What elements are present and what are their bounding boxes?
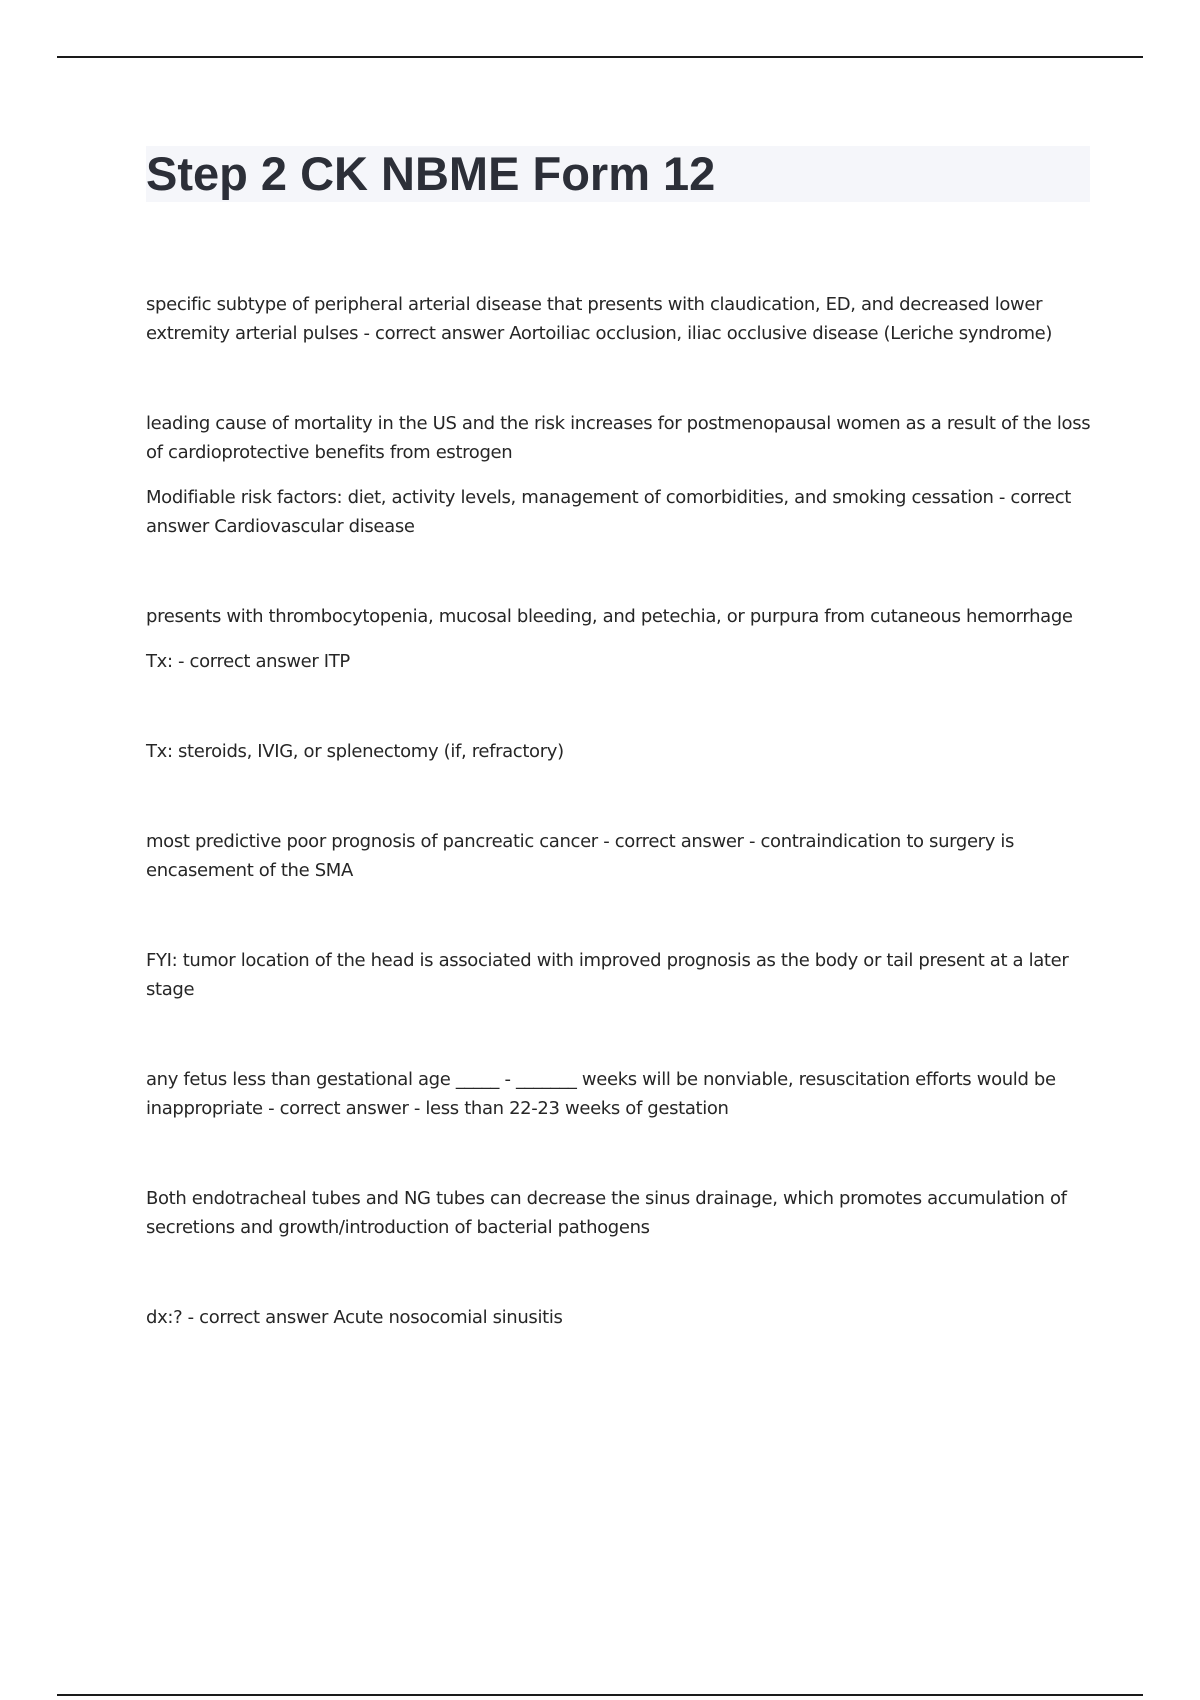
paragraph-sinus-drainage: Both endotracheal tubes and NG tubes can decrease the sinus drainage, which promotes accumulation of secretions and growth/introduction of bacterial pathogens <box>146 1188 1067 1238</box>
top-rule <box>57 56 1143 58</box>
paragraph-tumor-location: FYI: tumor location of the head is associated with improved prognosis as the body or tail present at a later stage <box>146 950 1069 1000</box>
document-body <box>146 290 1096 1332</box>
paragraph-nosocomial-sinusitis: dx:? - correct answer Acute nosocomial sinusitis <box>146 1307 563 1328</box>
paragraph-pancreatic-cancer: most predictive poor prognosis of pancreatic cancer - correct answer - contraindication to surgery is encasement of the SMA <box>146 831 1015 881</box>
paragraph-gestational-age: any fetus less than gestational age _____ - _______ weeks will be nonviable, resuscitation efforts would be inappropriate - correct answer - less than 22-23 weeks of gestation <box>146 1069 1056 1119</box>
paragraph-itp-answer: Tx: - correct answer ITP <box>146 651 350 672</box>
paragraph-cardiovascular-mortality: leading cause of mortality in the US and the risk increases for postmenopausal women as a result of the loss of cardioprotective benefits from estrogen <box>146 413 1091 463</box>
paragraph-peripheral-arterial-disease: specific subtype of peripheral arterial disease that presents with claudication, ED, and decreased lower extremity arterial pulses - correct answer Aortoiliac occlusion, iliac occlusive disease (Leriche syndrome) <box>146 294 1053 344</box>
bottom-rule <box>57 1694 1143 1696</box>
paragraph-thrombocytopenia: presents with thrombocytopenia, mucosal bleeding, and petechia, or purpura from cutaneous hemorrhage <box>146 606 1073 627</box>
paragraph-itp-treatment: Tx: steroids, IVIG, or splenectomy (if, refractory) <box>146 741 564 762</box>
page-title: Step 2 CK NBME Form 12 <box>146 147 716 200</box>
paragraph-modifiable-risk-factors: Modifiable risk factors: diet, activity levels, management of comorbidities, and smoking cessation - correct answer Cardiovascular disease <box>146 487 1072 537</box>
